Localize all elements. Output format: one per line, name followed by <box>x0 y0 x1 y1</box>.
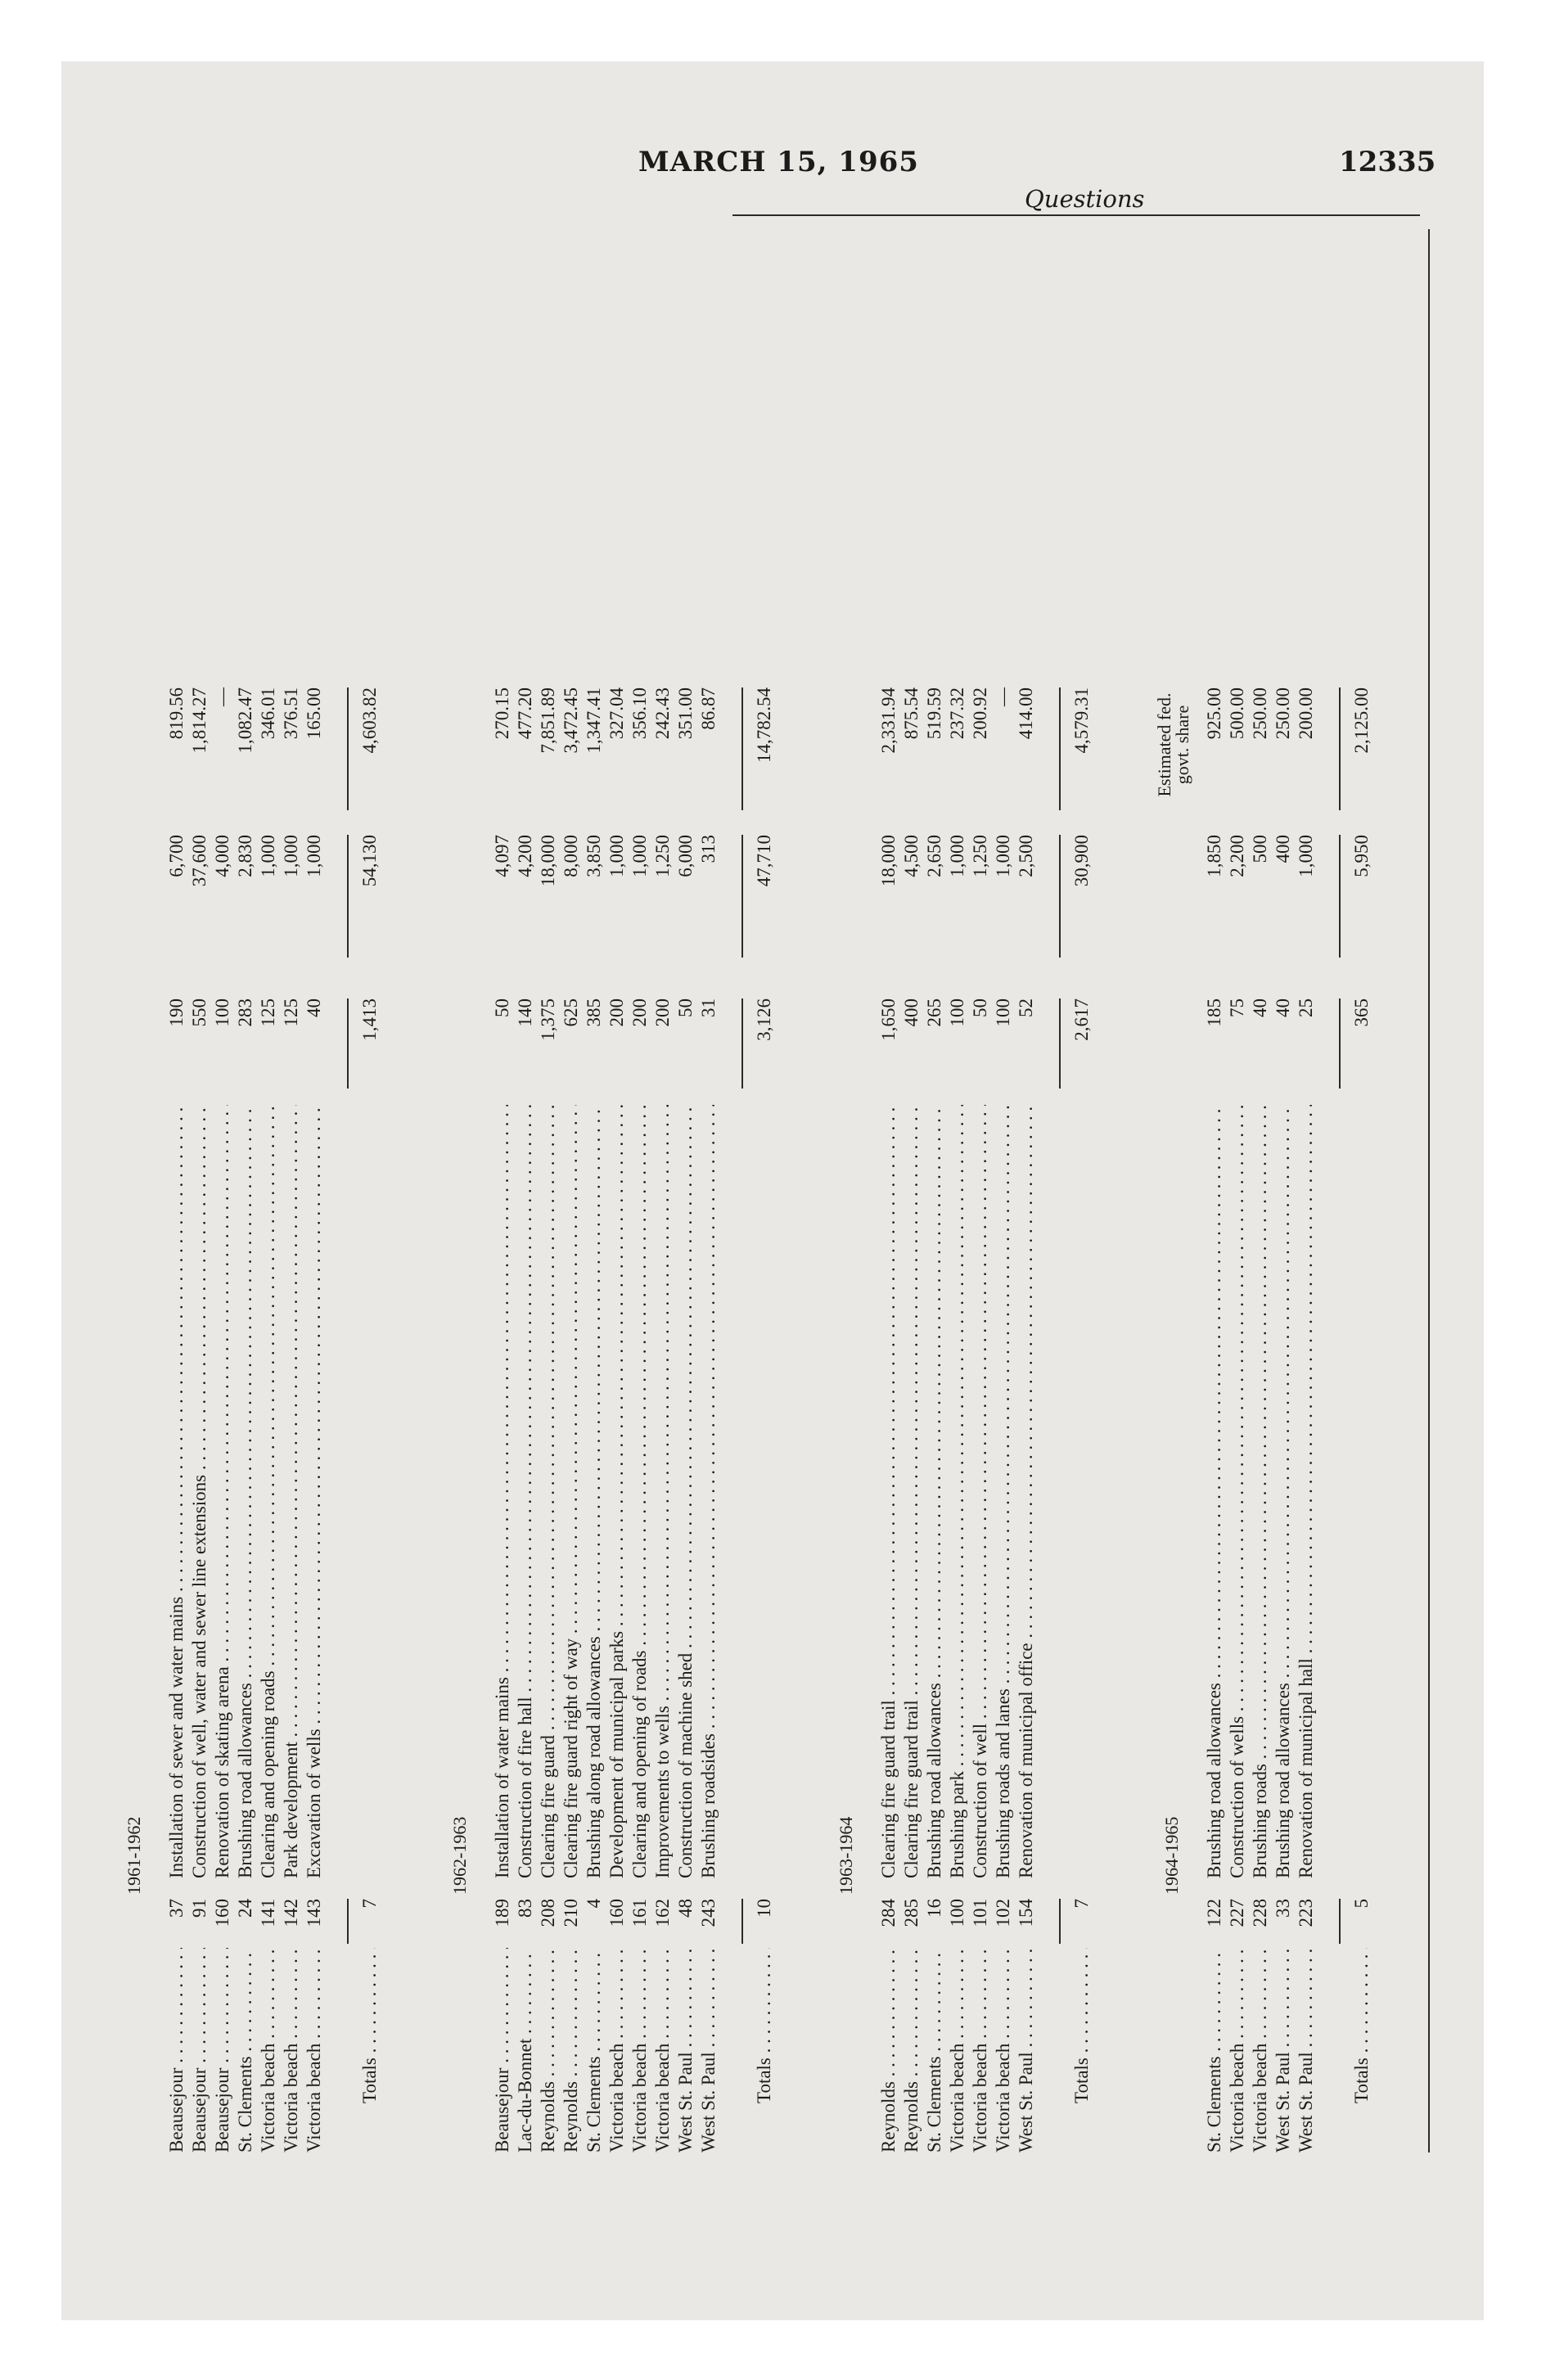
row-col-3: 165.00 <box>304 687 324 740</box>
row-col-3: 477.20 <box>515 687 535 740</box>
totals-label: Totals . . . <box>1070 1948 1093 2103</box>
estimated-share-header: Estimated fed. govt. share <box>1154 692 1192 797</box>
row-col-3: 819.56 <box>166 687 187 740</box>
totals-row <box>1350 229 1373 2152</box>
header-rule <box>732 214 1420 216</box>
row-description: Brushing road allowances . . . <box>234 1105 257 1878</box>
row-col-1: 75 <box>1227 998 1247 1017</box>
row-col-1: 190 <box>166 998 187 1027</box>
totals-rule <box>741 687 743 810</box>
row-col-1: 40 <box>304 998 324 1017</box>
row-project-number: 208 <box>538 1899 558 1927</box>
row-description: Construction of fire hall . . . <box>514 1105 537 1878</box>
row-location: Reynolds . . . <box>560 1948 583 2152</box>
totals-rule <box>347 835 349 958</box>
totals-label: Totals . . . <box>358 1948 381 2103</box>
row-location: St. Clements . . . <box>1203 1948 1226 2152</box>
row-col-3: 2,331.94 <box>878 687 899 754</box>
totals-row <box>753 229 776 2152</box>
section-label: Questions <box>1025 185 1145 213</box>
row-col-3: 86.87 <box>698 687 719 730</box>
row-col-2: 1,000 <box>993 835 1013 877</box>
totals-label: Totals . . . <box>753 1948 776 2103</box>
row-project-number: 16 <box>924 1899 944 1918</box>
totals-row <box>1070 229 1093 2152</box>
totals-col-3: 14,782.54 <box>754 687 774 763</box>
row-location: St. Clements . . . <box>923 1948 946 2152</box>
totals-rule <box>1339 835 1341 958</box>
row-col-1: 625 <box>561 998 581 1027</box>
row-project-number: 142 <box>281 1899 301 1927</box>
row-description: Development of municipal parks . . . <box>606 1105 629 1878</box>
table-row <box>165 229 188 2152</box>
row-col-1: 40 <box>1273 998 1293 1017</box>
row-location: St. Clements . . . <box>583 1948 606 2152</box>
row-description: Construction of machine shed . . . <box>674 1105 697 1878</box>
table-row <box>1249 229 1272 2152</box>
row-location: Victoria beach . . . <box>651 1948 674 2152</box>
table-row <box>923 229 946 2152</box>
row-col-2: 4,000 <box>212 835 232 877</box>
table-row <box>1295 229 1318 2152</box>
row-description: Clearing fire guard right of way . . . <box>560 1105 583 1878</box>
table-row <box>188 229 211 2152</box>
totals-rule <box>1059 835 1061 958</box>
totals-count: 10 <box>754 1899 774 1918</box>
row-col-3: 351.00 <box>675 687 696 740</box>
table-row <box>234 229 257 2152</box>
row-col-3: 1,082.47 <box>235 687 255 754</box>
row-col-1: 265 <box>924 998 944 1027</box>
row-location: Beausejour . . . <box>188 1948 211 2152</box>
totals-rule <box>347 1899 349 1944</box>
period-heading: 1964-1965 <box>1161 1816 1182 1895</box>
row-col-1: 100 <box>212 998 232 1027</box>
row-location: Beausejour . . . <box>491 1948 514 2152</box>
row-description: Construction of wells . . . <box>1226 1105 1249 1878</box>
table-row <box>1015 229 1038 2152</box>
totals-rule <box>1059 1899 1061 1944</box>
totals-row <box>358 229 381 2152</box>
row-location: Beausejour . . . <box>211 1948 234 2152</box>
row-project-number: 284 <box>878 1899 899 1927</box>
row-project-number: 162 <box>652 1899 673 1927</box>
row-col-1: 100 <box>947 998 967 1027</box>
row-project-number: 189 <box>492 1899 512 1927</box>
row-project-number: 37 <box>166 1899 187 1918</box>
row-location: West St. Paul . . . <box>1272 1948 1295 2152</box>
row-col-3: 200.92 <box>970 687 990 740</box>
row-location: Victoria beach . . . <box>629 1948 651 2152</box>
row-col-1: 185 <box>1204 998 1224 1027</box>
row-location: Victoria beach . . . <box>606 1948 629 2152</box>
row-col-2: 2,500 <box>1016 835 1036 877</box>
row-col-3: 356.10 <box>629 687 650 740</box>
row-col-3: 376.51 <box>281 687 301 740</box>
row-location: Victoria beach . . . <box>280 1948 303 2152</box>
totals-count: 7 <box>1071 1899 1092 1909</box>
totals-label: Totals . . . <box>1350 1948 1373 2103</box>
table-row <box>1203 229 1226 2152</box>
row-col-1: 1,375 <box>538 998 558 1041</box>
row-col-2: 6,000 <box>675 835 696 877</box>
table-row <box>674 229 697 2152</box>
totals-col-1: 365 <box>1351 998 1372 1027</box>
row-col-2: 8,000 <box>561 835 581 877</box>
row-description: Brushing roadsides . . . <box>697 1105 720 1878</box>
row-col-2: 1,850 <box>1204 835 1224 877</box>
row-description: Clearing fire guard trail . . . <box>877 1105 900 1878</box>
row-description: Renovation of skating arena . . . <box>211 1105 234 1878</box>
row-project-number: 223 <box>1296 1899 1316 1927</box>
row-col-1: 50 <box>492 998 512 1017</box>
row-project-number: 161 <box>629 1899 650 1927</box>
row-project-number: 122 <box>1204 1899 1224 1927</box>
row-description: Brushing road allowances . . . <box>1272 1105 1295 1878</box>
table-row <box>697 229 720 2152</box>
row-col-1: 31 <box>698 998 719 1017</box>
row-description: Brushing roads and lanes . . . <box>992 1105 1015 1878</box>
row-description: Excavation of wells . . . <box>303 1105 326 1878</box>
row-col-1: 125 <box>258 998 278 1027</box>
row-col-3: 250.00 <box>1273 687 1293 740</box>
row-col-3: 346.01 <box>258 687 278 740</box>
row-col-3: 925.00 <box>1204 687 1224 740</box>
row-col-2: 1,000 <box>258 835 278 877</box>
table-row <box>491 229 514 2152</box>
totals-rule <box>1339 998 1341 1089</box>
totals-rule <box>741 1899 743 1944</box>
row-project-number: 243 <box>698 1899 719 1927</box>
row-col-2: 18,000 <box>878 835 899 887</box>
row-project-number: 101 <box>970 1899 990 1927</box>
row-col-1: 40 <box>1250 998 1270 1017</box>
row-col-1: 100 <box>993 998 1013 1027</box>
row-col-3: — <box>212 687 232 706</box>
row-description: Clearing and opening of roads . . . <box>629 1105 651 1878</box>
table-row <box>257 229 280 2152</box>
row-location: West St. Paul . . . <box>697 1948 720 2152</box>
totals-rule <box>741 835 743 958</box>
row-location: West St. Paul . . . <box>1295 1948 1318 2152</box>
table-row <box>900 229 923 2152</box>
row-col-3: 242.43 <box>652 687 673 740</box>
totals-col-1: 1,413 <box>359 998 380 1041</box>
row-description: Brushing road allowances . . . <box>923 1105 946 1878</box>
row-col-3: 875.54 <box>901 687 922 740</box>
row-col-1: 385 <box>584 998 604 1027</box>
row-col-2: 1,000 <box>304 835 324 877</box>
period-heading: 1963-1964 <box>836 1816 856 1895</box>
row-location: West St. Paul . . . <box>1015 1948 1038 2152</box>
row-description: Renovation of municipal office . . . <box>1015 1105 1038 1878</box>
row-col-3: — <box>993 687 1013 706</box>
row-description: Brushing park . . . <box>946 1105 969 1878</box>
row-location: Victoria beach . . . <box>992 1948 1015 2152</box>
row-project-number: 227 <box>1227 1899 1247 1927</box>
row-col-1: 200 <box>606 998 627 1027</box>
row-location: Beausejour . . . <box>165 1948 188 2152</box>
totals-rule <box>347 687 349 810</box>
row-location: Reynolds . . . <box>537 1948 560 2152</box>
table-row <box>1226 229 1249 2152</box>
table-row <box>629 229 651 2152</box>
totals-rule <box>1339 1899 1341 1944</box>
totals-rule <box>1339 687 1341 810</box>
table-row <box>606 229 629 2152</box>
row-project-number: 48 <box>675 1899 696 1918</box>
row-project-number: 160 <box>212 1899 232 1927</box>
row-description: Brushing along road allowances . . . <box>583 1105 606 1878</box>
row-col-3: 200.00 <box>1296 687 1316 740</box>
row-location: Victoria beach . . . <box>303 1948 326 2152</box>
row-location: Victoria beach . . . <box>1249 1948 1272 2152</box>
row-project-number: 160 <box>606 1899 627 1927</box>
table-row <box>280 229 303 2152</box>
table-row <box>992 229 1015 2152</box>
period-heading: 1961-1962 <box>124 1816 144 1895</box>
row-description: Construction of well . . . <box>969 1105 992 1878</box>
row-col-3: 237.32 <box>947 687 967 740</box>
row-project-number: 100 <box>947 1899 967 1927</box>
table-row <box>560 229 583 2152</box>
row-col-1: 1,650 <box>878 998 899 1041</box>
row-col-2: 1,000 <box>281 835 301 877</box>
row-col-1: 200 <box>652 998 673 1027</box>
row-project-number: 210 <box>561 1899 581 1927</box>
period-heading: 1962-1963 <box>449 1816 470 1895</box>
row-col-2: 2,200 <box>1227 835 1247 877</box>
row-location: Victoria beach . . . <box>946 1948 969 2152</box>
row-col-3: 1,347.41 <box>584 687 604 754</box>
row-col-3: 500.00 <box>1227 687 1247 740</box>
row-col-1: 550 <box>189 998 210 1027</box>
row-project-number: 4 <box>584 1899 604 1909</box>
totals-col-2: 54,130 <box>359 835 380 887</box>
row-col-2: 2,830 <box>235 835 255 877</box>
row-location: Reynolds . . . <box>877 1948 900 2152</box>
row-col-2: 1,000 <box>1296 835 1316 877</box>
totals-col-1: 2,617 <box>1071 998 1092 1041</box>
row-col-2: 4,200 <box>515 835 535 877</box>
row-description: Clearing fire guard . . . <box>537 1105 560 1878</box>
totals-count: 7 <box>359 1899 380 1909</box>
row-col-3: 1,814.27 <box>189 687 210 754</box>
totals-col-1: 3,126 <box>754 998 774 1041</box>
row-col-2: 4,500 <box>901 835 922 877</box>
table-row <box>651 229 674 2152</box>
table-row <box>537 229 560 2152</box>
table-row <box>946 229 969 2152</box>
row-project-number: 285 <box>901 1899 922 1927</box>
row-location: West St. Paul . . . <box>674 1948 697 2152</box>
row-project-number: 228 <box>1250 1899 1270 1927</box>
table-row <box>211 229 234 2152</box>
row-col-2: 4,097 <box>492 835 512 877</box>
row-description: Brushing roads . . . <box>1249 1105 1272 1878</box>
table-bottom-rule <box>1428 229 1430 2152</box>
row-description: Clearing fire guard trail . . . <box>900 1105 923 1878</box>
row-project-number: 154 <box>1016 1899 1036 1927</box>
row-col-1: 50 <box>970 998 990 1017</box>
row-col-2: 18,000 <box>538 835 558 887</box>
row-col-1: 50 <box>675 998 696 1017</box>
row-project-number: 141 <box>258 1899 278 1927</box>
totals-col-2: 5,950 <box>1351 835 1372 877</box>
row-col-1: 125 <box>281 998 301 1027</box>
row-description: Installation of sewer and water mains . . . <box>165 1105 188 1878</box>
row-col-1: 283 <box>235 998 255 1027</box>
rotated-table <box>106 229 1490 2152</box>
totals-count: 5 <box>1351 1899 1372 1909</box>
totals-rule <box>741 998 743 1089</box>
row-col-3: 327.04 <box>606 687 627 740</box>
totals-col-3: 4,603.82 <box>359 687 380 754</box>
row-project-number: 33 <box>1273 1899 1293 1918</box>
table-row <box>969 229 992 2152</box>
row-location: St. Clements . . . <box>234 1948 257 2152</box>
table-row <box>1272 229 1295 2152</box>
totals-rule <box>1059 998 1061 1089</box>
row-project-number: 143 <box>304 1899 324 1927</box>
row-col-3: 7,851.89 <box>538 687 558 754</box>
row-col-1: 140 <box>515 998 535 1027</box>
row-description: Construction of well, water and sewer line extensions . . . <box>188 1105 211 1878</box>
table-row <box>303 229 326 2152</box>
row-location: Victoria beach . . . <box>1226 1948 1249 2152</box>
row-col-2: 500 <box>1250 835 1270 863</box>
row-col-1: 400 <box>901 998 922 1027</box>
row-col-3: 3,472.45 <box>561 687 581 754</box>
totals-col-2: 47,710 <box>754 835 774 887</box>
totals-rule <box>1059 687 1061 810</box>
row-description: Renovation of municipal hall . . . <box>1295 1105 1318 1878</box>
row-project-number: 24 <box>235 1899 255 1918</box>
row-col-2: 1,000 <box>606 835 627 877</box>
row-description: Installation of water mains . . . <box>491 1105 514 1878</box>
row-description: Brushing road allowances . . . <box>1203 1105 1226 1878</box>
row-description: Park development . . . <box>280 1105 303 1878</box>
row-location: Lac-du-Bonnet . . . <box>514 1948 537 2152</box>
totals-col-2: 30,900 <box>1071 835 1092 887</box>
row-description: Clearing and opening roads . . . <box>257 1105 280 1878</box>
page-date-title: MARCH 15, 1965 <box>638 146 919 178</box>
totals-col-3: 2,125.00 <box>1351 687 1372 754</box>
table-row <box>877 229 900 2152</box>
row-col-3: 519.59 <box>924 687 944 740</box>
table-row <box>583 229 606 2152</box>
row-project-number: 102 <box>993 1899 1013 1927</box>
page-number: 12335 <box>1339 146 1436 178</box>
row-col-2: 37,600 <box>189 835 210 887</box>
row-col-2: 1,250 <box>652 835 673 877</box>
row-col-2: 3,850 <box>584 835 604 877</box>
row-col-1: 52 <box>1016 998 1036 1017</box>
totals-col-3: 4,579.31 <box>1071 687 1092 754</box>
row-location: Reynolds . . . <box>900 1948 923 2152</box>
row-col-1: 200 <box>629 998 650 1027</box>
row-col-2: 313 <box>698 835 719 863</box>
row-col-3: 414.00 <box>1016 687 1036 740</box>
row-col-2: 2,650 <box>924 835 944 877</box>
row-description: Improvements to wells . . . <box>651 1105 674 1878</box>
row-location: Victoria beach . . . <box>257 1948 280 2152</box>
totals-rule <box>347 998 349 1089</box>
row-location: Victoria beach . . . <box>969 1948 992 2152</box>
row-project-number: 83 <box>515 1899 535 1918</box>
row-col-2: 400 <box>1273 835 1293 863</box>
row-col-2: 1,250 <box>970 835 990 877</box>
row-project-number: 91 <box>189 1899 210 1918</box>
row-col-2: 6,700 <box>166 835 187 877</box>
row-col-2: 1,000 <box>947 835 967 877</box>
row-col-3: 250.00 <box>1250 687 1270 740</box>
row-col-3: 270.15 <box>492 687 512 740</box>
row-col-2: 1,000 <box>629 835 650 877</box>
table-row <box>514 229 537 2152</box>
row-col-1: 25 <box>1296 998 1316 1017</box>
